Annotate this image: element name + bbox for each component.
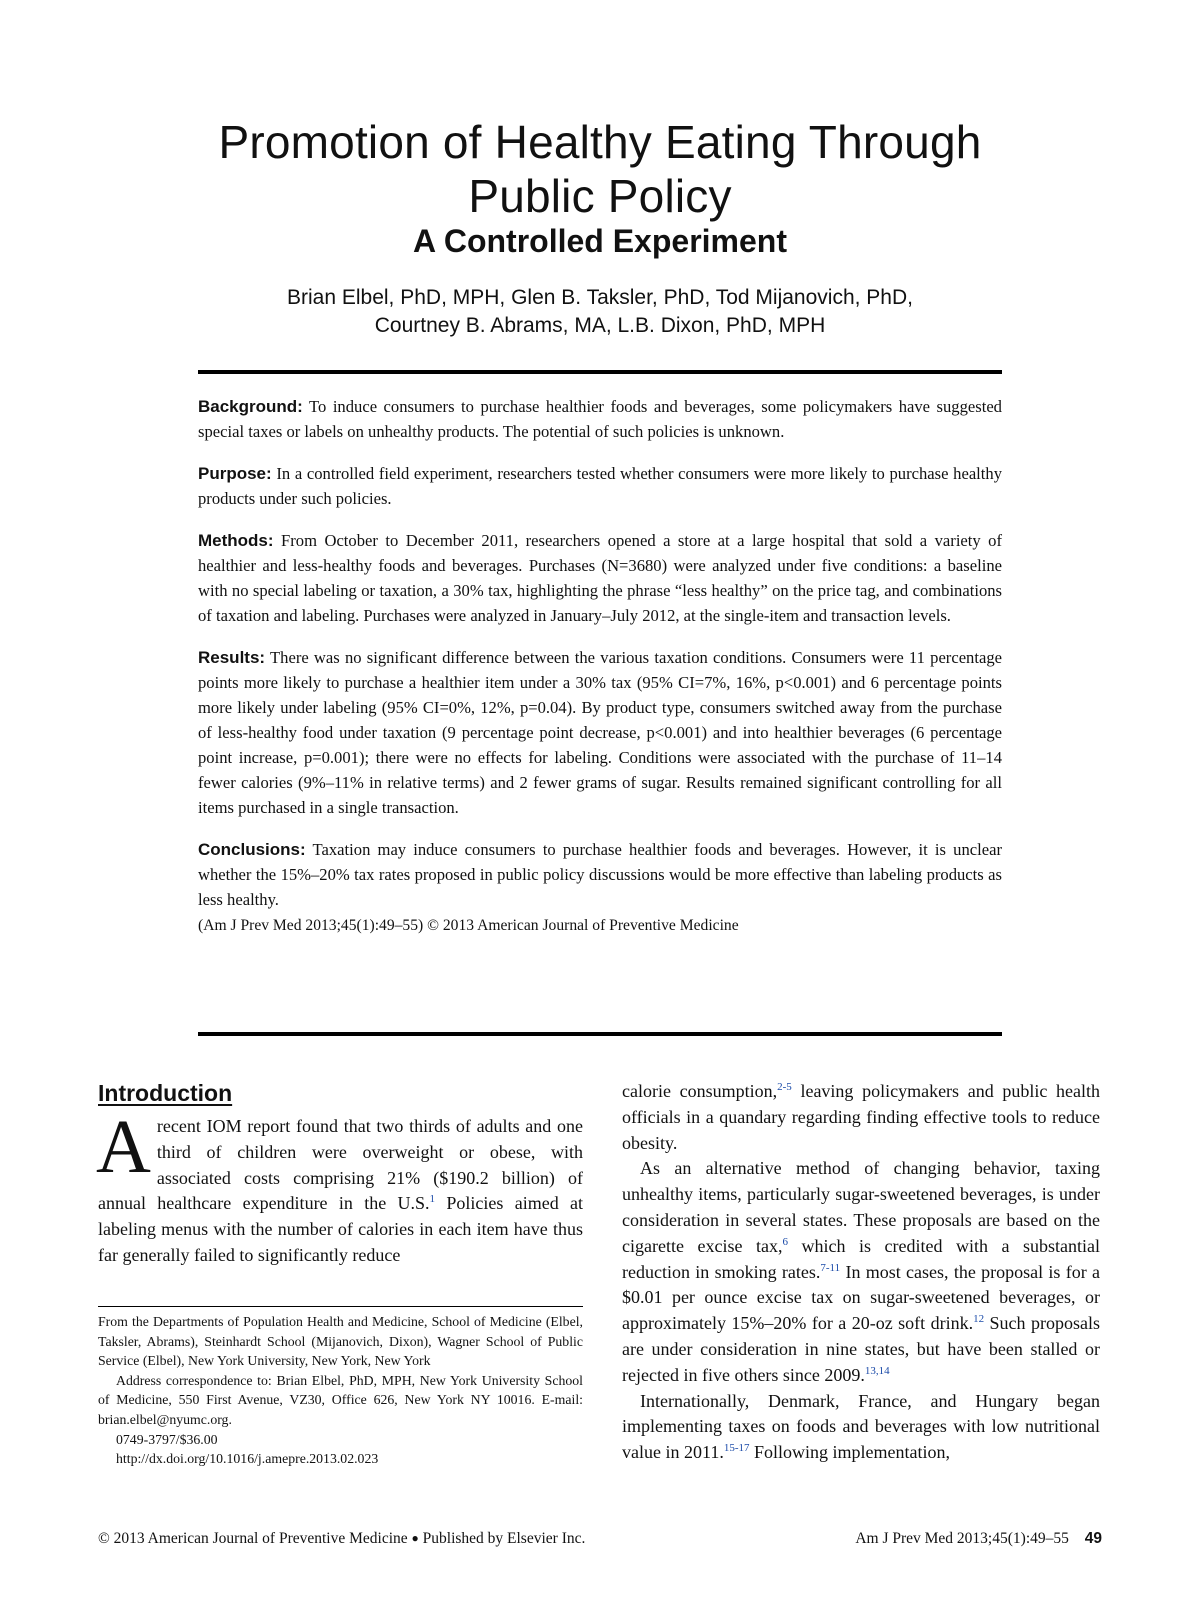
- page-number: 49: [1084, 1530, 1102, 1547]
- purpose-heading: Purpose:: [198, 464, 272, 483]
- doi-link[interactable]: http://dx.doi.org/10.1016/j.amepre.2013.02.023: [116, 1451, 379, 1467]
- purpose-text: In a controlled field experiment, researchers tested whether consumers were more likely to purchase healthy products under such policies.: [198, 464, 1002, 508]
- footer-journal-ref: Am J Prev Med 2013;45(1):49–55: [855, 1530, 1069, 1547]
- footer-publisher: [98, 1530, 585, 1548]
- methods-text: From October to December 2011, researchers opened a store at a large hospital that sold a variety of healthier and less-healthy foods and beverages. Purchases (N=3680) were analyzed under five conditions: a baseline with no special labeling or taxation, a 30% tax, highlighting the phrase “less healthy” on the price tag, and combinations of taxation and labeling. Purchases were analyzed in January–July 2012, at the single-item and transaction levels.: [198, 531, 1002, 625]
- abstract-purpose: [198, 461, 1002, 511]
- abstract-methods: [198, 528, 1002, 628]
- bullet-icon: ●: [411, 1531, 419, 1545]
- reference-link[interactable]: 6: [782, 1235, 788, 1248]
- title-line-1: Promotion of Healthy Eating Through: [218, 116, 982, 168]
- right-p2-text-b: which is credited with a substantial reduction in smoking rates.: [622, 1235, 1100, 1282]
- article-title: [100, 115, 1100, 223]
- reference-link[interactable]: 13,14: [864, 1364, 890, 1377]
- reference-link[interactable]: 7-11: [820, 1261, 841, 1274]
- author-list: [100, 284, 1100, 340]
- reference-link[interactable]: 15-17: [723, 1442, 750, 1455]
- title-line-2: Public Policy: [468, 170, 732, 222]
- right-p3-text-a: Internationally, Denmark, France, and Hungary began implementing taxes on foods and beverages with low nutritional value in 2011.: [622, 1390, 1100, 1463]
- introduction-heading: Introduction: [98, 1080, 233, 1106]
- right-p1-text-b: leaving policymakers and public health officials in a quandary regarding finding effective tools to reduce obesity.: [622, 1081, 1100, 1153]
- methods-heading: Methods:: [198, 531, 274, 550]
- right-p3-text-b: Following implementation,: [753, 1442, 950, 1463]
- background-heading: Background:: [198, 397, 303, 416]
- issn-note: 0749-3797/$36.00: [116, 1431, 218, 1447]
- footnote-rule: [98, 1306, 583, 1307]
- intro-paragraph-1: [96, 1105, 584, 1269]
- background-text: To induce consumers to purchase healthier foods and beverages, some policymakers have suggested special taxes or labels on unhealthy products. The potential of such policies is unknown.: [198, 397, 1002, 441]
- conclusions-text: Taxation may induce consumers to purchase healthier foods and beverages. However, it is unclear whether the 15%–20% tax rates proposed in public policy discussions would be more effective than labeling products as less healthy.: [198, 840, 1002, 909]
- abstract-citation: (Am J Prev Med 2013;45(1):49–55) © 2013 American Journal of Preventive Medicine: [198, 917, 739, 934]
- authors-line-1: Brian Elbel, PhD, MPH, Glen B. Taksler, PhD, Tod Mijanovich, PhD,: [287, 286, 913, 309]
- body-column-right: [622, 1079, 1100, 1466]
- right-p1-text-a: calorie consumption,: [622, 1081, 778, 1101]
- right-paragraph-2: [622, 1156, 1100, 1388]
- footer-copyright: © 2013 American Journal of Preventive Medicine: [98, 1530, 408, 1547]
- right-p2-text-c: In most cases, the proposal is for a $0.01 per ounce excise tax on sugar-sweetened beverages, or approximately 15%–20% for a 20-oz soft drink.: [622, 1261, 1101, 1334]
- abstract-conclusions: [198, 837, 1002, 912]
- results-heading: Results:: [198, 648, 266, 667]
- reference-link[interactable]: 1: [429, 1193, 436, 1206]
- right-paragraph-1: [622, 1079, 1100, 1156]
- right-p2-text-a: As an alternative method of changing behavior, taxing unhealthy items, particularly sugar-sweetened beverages, is under consideration in several states. These proposals are based on the cigarette excise tax,: [622, 1158, 1100, 1256]
- correspondence-note: Address correspondence to: Brian Elbel, PhD, MPH, New York University School of Medicine, 550 First Avenue, VZ30, Office 626, New York NY 10016. E-mail: brian.elbel@nyumc.org.: [98, 1372, 583, 1427]
- drop-cap: A: [96, 1105, 151, 1189]
- conclusions-heading: Conclusions:: [198, 840, 306, 859]
- abstract-top-rule: [198, 370, 1002, 374]
- intro-text-b: Policies aimed at labeling menus with the number of calories in each item have thus far generally failed to significantly reduce: [98, 1193, 584, 1265]
- abstract-background: [198, 394, 1002, 444]
- footer-publisher-name: Published by Elsevier Inc.: [422, 1530, 586, 1547]
- affiliation-note: From the Departments of Population Health and Medicine, School of Medicine (Elbel, Taksler, Abrams), Steinhardt School (Mijanovich, Dixon), Wagner School of Public Service (Elbel), New York University, New York, New York: [98, 1314, 583, 1369]
- results-text: There was no significant difference between the various taxation conditions. Consumers were 11 percentage points more likely to purchase a healthier item under a 30% tax (95% CI=7%, 16%, p<0.001) and 6 percentage points more likely under labeling (95% CI=0%, 12%, p=0.04). By product type, consumers switched away from the purchase of less-healthy food under taxation (9 percentage point decrease, p<0.001) and into healthier beverages (6 percentage point increase, p=0.001); there were no effects for labeling. Conditions were associated with the purchase of 11–14 fewer calories (9%–11% in relative terms) and 2 fewer grams of sugar. Results remained significant controlling for all items purchased in a single transaction.: [198, 648, 1002, 817]
- abstract: [198, 394, 1002, 937]
- right-paragraph-3: [622, 1389, 1100, 1466]
- authors-line-2: Courtney B. Abrams, MA, L.B. Dixon, PhD, MPH: [374, 314, 826, 337]
- footer-journal: [855, 1530, 1102, 1548]
- reference-link[interactable]: 12: [973, 1313, 985, 1326]
- abstract-bottom-rule: [198, 1032, 1002, 1036]
- footnotes: [98, 1312, 583, 1469]
- right-p2-text-d: Such proposals are under consideration in nine states, but have been stalled or rejected in five others since 2009.: [622, 1313, 1100, 1385]
- reference-link[interactable]: 2-5: [777, 1081, 792, 1093]
- body-column-left: [96, 1105, 584, 1269]
- intro-text-a: recent IOM report found that two thirds of adults and one third of children were overweight or obese, with associated costs comprising 21% ($190.2 billion) of annual healthcare expenditure in the U.S.: [98, 1116, 583, 1214]
- abstract-results: [198, 645, 1002, 820]
- article-subtitle: A Controlled Experiment: [413, 223, 787, 259]
